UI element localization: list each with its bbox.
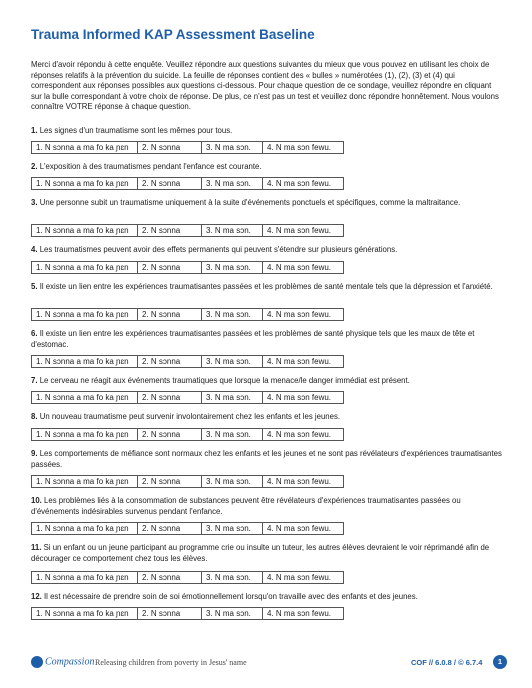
question-1 [31, 126, 506, 137]
page-title: Trauma Informed KAP Assessment Baseline [31, 27, 315, 42]
question-number: 4. [31, 245, 38, 254]
answer-option-4[interactable]: 4. N ma sɔn fewu. [263, 225, 344, 237]
answer-option-1[interactable]: 1. N sɔnna a ma fo ka ɲɛn [32, 262, 138, 274]
question-8 [31, 412, 506, 423]
question-2 [31, 162, 506, 173]
answer-option-1[interactable]: 1. N sɔnna a ma fo ka ɲɛn [32, 356, 138, 368]
answer-option-1[interactable]: 1. N sɔnna a ma fo ka ɲɛn [32, 142, 138, 154]
answer-option-3[interactable]: 3. N ma sɔn. [202, 392, 263, 404]
answer-option-2[interactable]: 2. N sɔnna [138, 392, 202, 404]
answer-option-2[interactable]: 2. N sɔnna [138, 309, 202, 321]
question-number: 5. [31, 282, 38, 291]
answer-option-3[interactable]: 3. N ma sɔn. [202, 225, 263, 237]
question-number: 6. [31, 329, 38, 338]
question-text: Une personne subit un traumatisme uniquement à la suite d'événements ponctuels et spécifiques, comme la maltraitance. [39, 198, 461, 207]
compassion-logo: Compassion [31, 656, 94, 668]
answer-option-1[interactable]: 1. N sɔnna a ma fo ka ɲɛn [32, 392, 138, 404]
answer-option-2[interactable]: 2. N sɔnna [138, 608, 202, 620]
question-number: 1. [31, 126, 38, 135]
answer-option-2[interactable]: 2. N sɔnna [138, 142, 202, 154]
answer-option-2[interactable]: 2. N sɔnna [138, 523, 202, 535]
answer-option-2[interactable]: 2. N sɔnna [138, 572, 202, 584]
footer-tagline: Releasing children from poverty in Jesus' name [95, 658, 247, 667]
question-number: 7. [31, 376, 38, 385]
question-5 [31, 282, 506, 293]
question-number: 8. [31, 412, 38, 421]
answer-option-4[interactable]: 4. N ma sɔn fewu. [263, 356, 344, 368]
answer-option-3[interactable]: 3. N ma sɔn. [202, 523, 263, 535]
question-text: Les comportements de méfiance sont normaux chez les enfants et les jeunes et ne sont pas révélateurs d'expériences traumatisantes passées. [31, 449, 502, 469]
answer-row-6 [31, 355, 344, 368]
question-4 [31, 245, 506, 256]
answer-option-1[interactable]: 1. N sɔnna a ma fo ka ɲɛn [32, 476, 138, 488]
answer-option-3[interactable]: 3. N ma sɔn. [202, 429, 263, 441]
answer-option-1[interactable]: 1. N sɔnna a ma fo ka ɲɛn [32, 572, 138, 584]
answer-option-2[interactable]: 2. N sɔnna [138, 262, 202, 274]
answer-option-1[interactable]: 1. N sɔnna a ma fo ka ɲɛn [32, 225, 138, 237]
answer-row-7 [31, 391, 344, 404]
question-12 [31, 592, 506, 603]
answer-row-10 [31, 522, 344, 535]
question-number: 3. [31, 198, 38, 207]
question-3 [31, 198, 506, 209]
answer-option-3[interactable]: 3. N ma sɔn. [202, 572, 263, 584]
question-number: 11. [31, 543, 42, 552]
intro-text: Merci d'avoir répondu à cette enquête. Veuillez répondre aux questions suivantes du mieux que vous pouvez en utilisant les choix de réponses relatifs à la prévention du suicide. La feuille de réponses contient des « bulles » numérotées (1), (2), (3) et (4) qui correspondent aux réponses possibles aux questions ci-dessous. Pour chaque question de ce sondage, veuillez répondre en cliquant sur la bulle correspondant à votre choix de réponse. De plus, ce n'est pas un test et veuillez donc répondre honnêtement. Nous voulons connaître VOTRE réponse à chaque question. [31, 60, 499, 112]
answer-option-2[interactable]: 2. N sɔnna [138, 225, 202, 237]
answer-option-3[interactable]: 3. N ma sɔn. [202, 262, 263, 274]
answer-option-4[interactable]: 4. N ma sɔn fewu. [263, 262, 344, 274]
answer-row-3 [31, 224, 344, 237]
logo-mark-icon [31, 656, 43, 668]
footer [0, 648, 532, 678]
question-text: Il existe un lien entre les expériences traumatisantes passées et les problèmes de santé physique tels que les maux de tête et d'estomac. [31, 329, 475, 349]
answer-option-4[interactable]: 4. N ma sɔn fewu. [263, 523, 344, 535]
answer-option-2[interactable]: 2. N sɔnna [138, 356, 202, 368]
answer-row-2 [31, 177, 344, 190]
answer-option-4[interactable]: 4. N ma sɔn fewu. [263, 476, 344, 488]
answer-option-2[interactable]: 2. N sɔnna [138, 178, 202, 190]
answer-option-4[interactable]: 4. N ma sɔn fewu. [263, 392, 344, 404]
question-9 [31, 449, 506, 470]
answer-option-4[interactable]: 4. N ma sɔn fewu. [263, 429, 344, 441]
answer-row-1 [31, 141, 344, 154]
question-text: Les signes d'un traumatisme sont les mêmes pour tous. [39, 126, 233, 135]
answer-option-4[interactable]: 4. N ma sɔn fewu. [263, 309, 344, 321]
answer-row-5 [31, 308, 344, 321]
question-text: Les traumatismes peuvent avoir des effets permanents qui peuvent s'étendre sur plusieurs générations. [39, 245, 398, 254]
question-number: 2. [31, 162, 38, 171]
question-7 [31, 376, 506, 387]
question-number: 9. [31, 449, 38, 458]
question-text: L'exposition à des traumatismes pendant l'enfance est courante. [39, 162, 262, 171]
answer-option-2[interactable]: 2. N sɔnna [138, 476, 202, 488]
answer-option-4[interactable]: 4. N ma sɔn fewu. [263, 572, 344, 584]
answer-option-1[interactable]: 1. N sɔnna a ma fo ka ɲɛn [32, 309, 138, 321]
answer-row-11 [31, 571, 344, 584]
answer-row-12 [31, 607, 344, 620]
answer-option-4[interactable]: 4. N ma sɔn fewu. [263, 178, 344, 190]
answer-row-4 [31, 261, 344, 274]
answer-option-1[interactable]: 1. N sɔnna a ma fo ka ɲɛn [32, 608, 138, 620]
answer-option-3[interactable]: 3. N ma sɔn. [202, 608, 263, 620]
answer-option-3[interactable]: 3. N ma sɔn. [202, 142, 263, 154]
document-code: COF // 6.0.8 / © 6.7.4 [411, 658, 483, 667]
question-11 [31, 543, 506, 564]
question-text: Il existe un lien entre les expériences traumatisantes passées et les problèmes de santé mentale tels que la dépression et l'anxiété. [39, 282, 493, 291]
question-text: Il est nécessaire de prendre soin de soi émotionnellement lorsqu'on travaille avec des enfants et des jeunes. [44, 592, 418, 601]
answer-option-4[interactable]: 4. N ma sɔn fewu. [263, 142, 344, 154]
question-number: 12. [31, 592, 42, 601]
answer-row-9 [31, 475, 344, 488]
answer-option-1[interactable]: 1. N sɔnna a ma fo ka ɲɛn [32, 178, 138, 190]
answer-option-3[interactable]: 3. N ma sɔn. [202, 309, 263, 321]
answer-option-1[interactable]: 1. N sɔnna a ma fo ka ɲɛn [32, 429, 138, 441]
answer-option-3[interactable]: 3. N ma sɔn. [202, 476, 263, 488]
answer-option-3[interactable]: 3. N ma sɔn. [202, 178, 263, 190]
question-10 [31, 496, 506, 517]
question-text: Si un enfant ou un jeune participant au programme crie ou insulte un tuteur, les autres élèves devraient le voir réprimandé afin de décourager ce comportement chez tous les élèves. [31, 543, 490, 563]
answer-row-8 [31, 428, 344, 441]
answer-option-2[interactable]: 2. N sɔnna [138, 429, 202, 441]
question-text: Les problèmes liés à la consommation de substances peuvent être révélateurs d'expériences traumatisantes passées ou d'événements indésirables survenus pendant l'enfance. [31, 496, 461, 516]
question-6 [31, 329, 506, 350]
answer-option-3[interactable]: 3. N ma sɔn. [202, 356, 263, 368]
answer-option-4[interactable]: 4. N ma sɔn fewu. [263, 608, 344, 620]
answer-option-1[interactable]: 1. N sɔnna a ma fo ka ɲɛn [32, 523, 138, 535]
question-number: 10. [31, 496, 42, 505]
question-text: Le cerveau ne réagit aux événements traumatiques que lorsque la menace/le danger immédiat est présent. [39, 376, 410, 385]
question-text: Un nouveau traumatisme peut survenir involontairement chez les enfants et les jeunes. [39, 412, 341, 421]
page-number: 1 [493, 655, 507, 669]
